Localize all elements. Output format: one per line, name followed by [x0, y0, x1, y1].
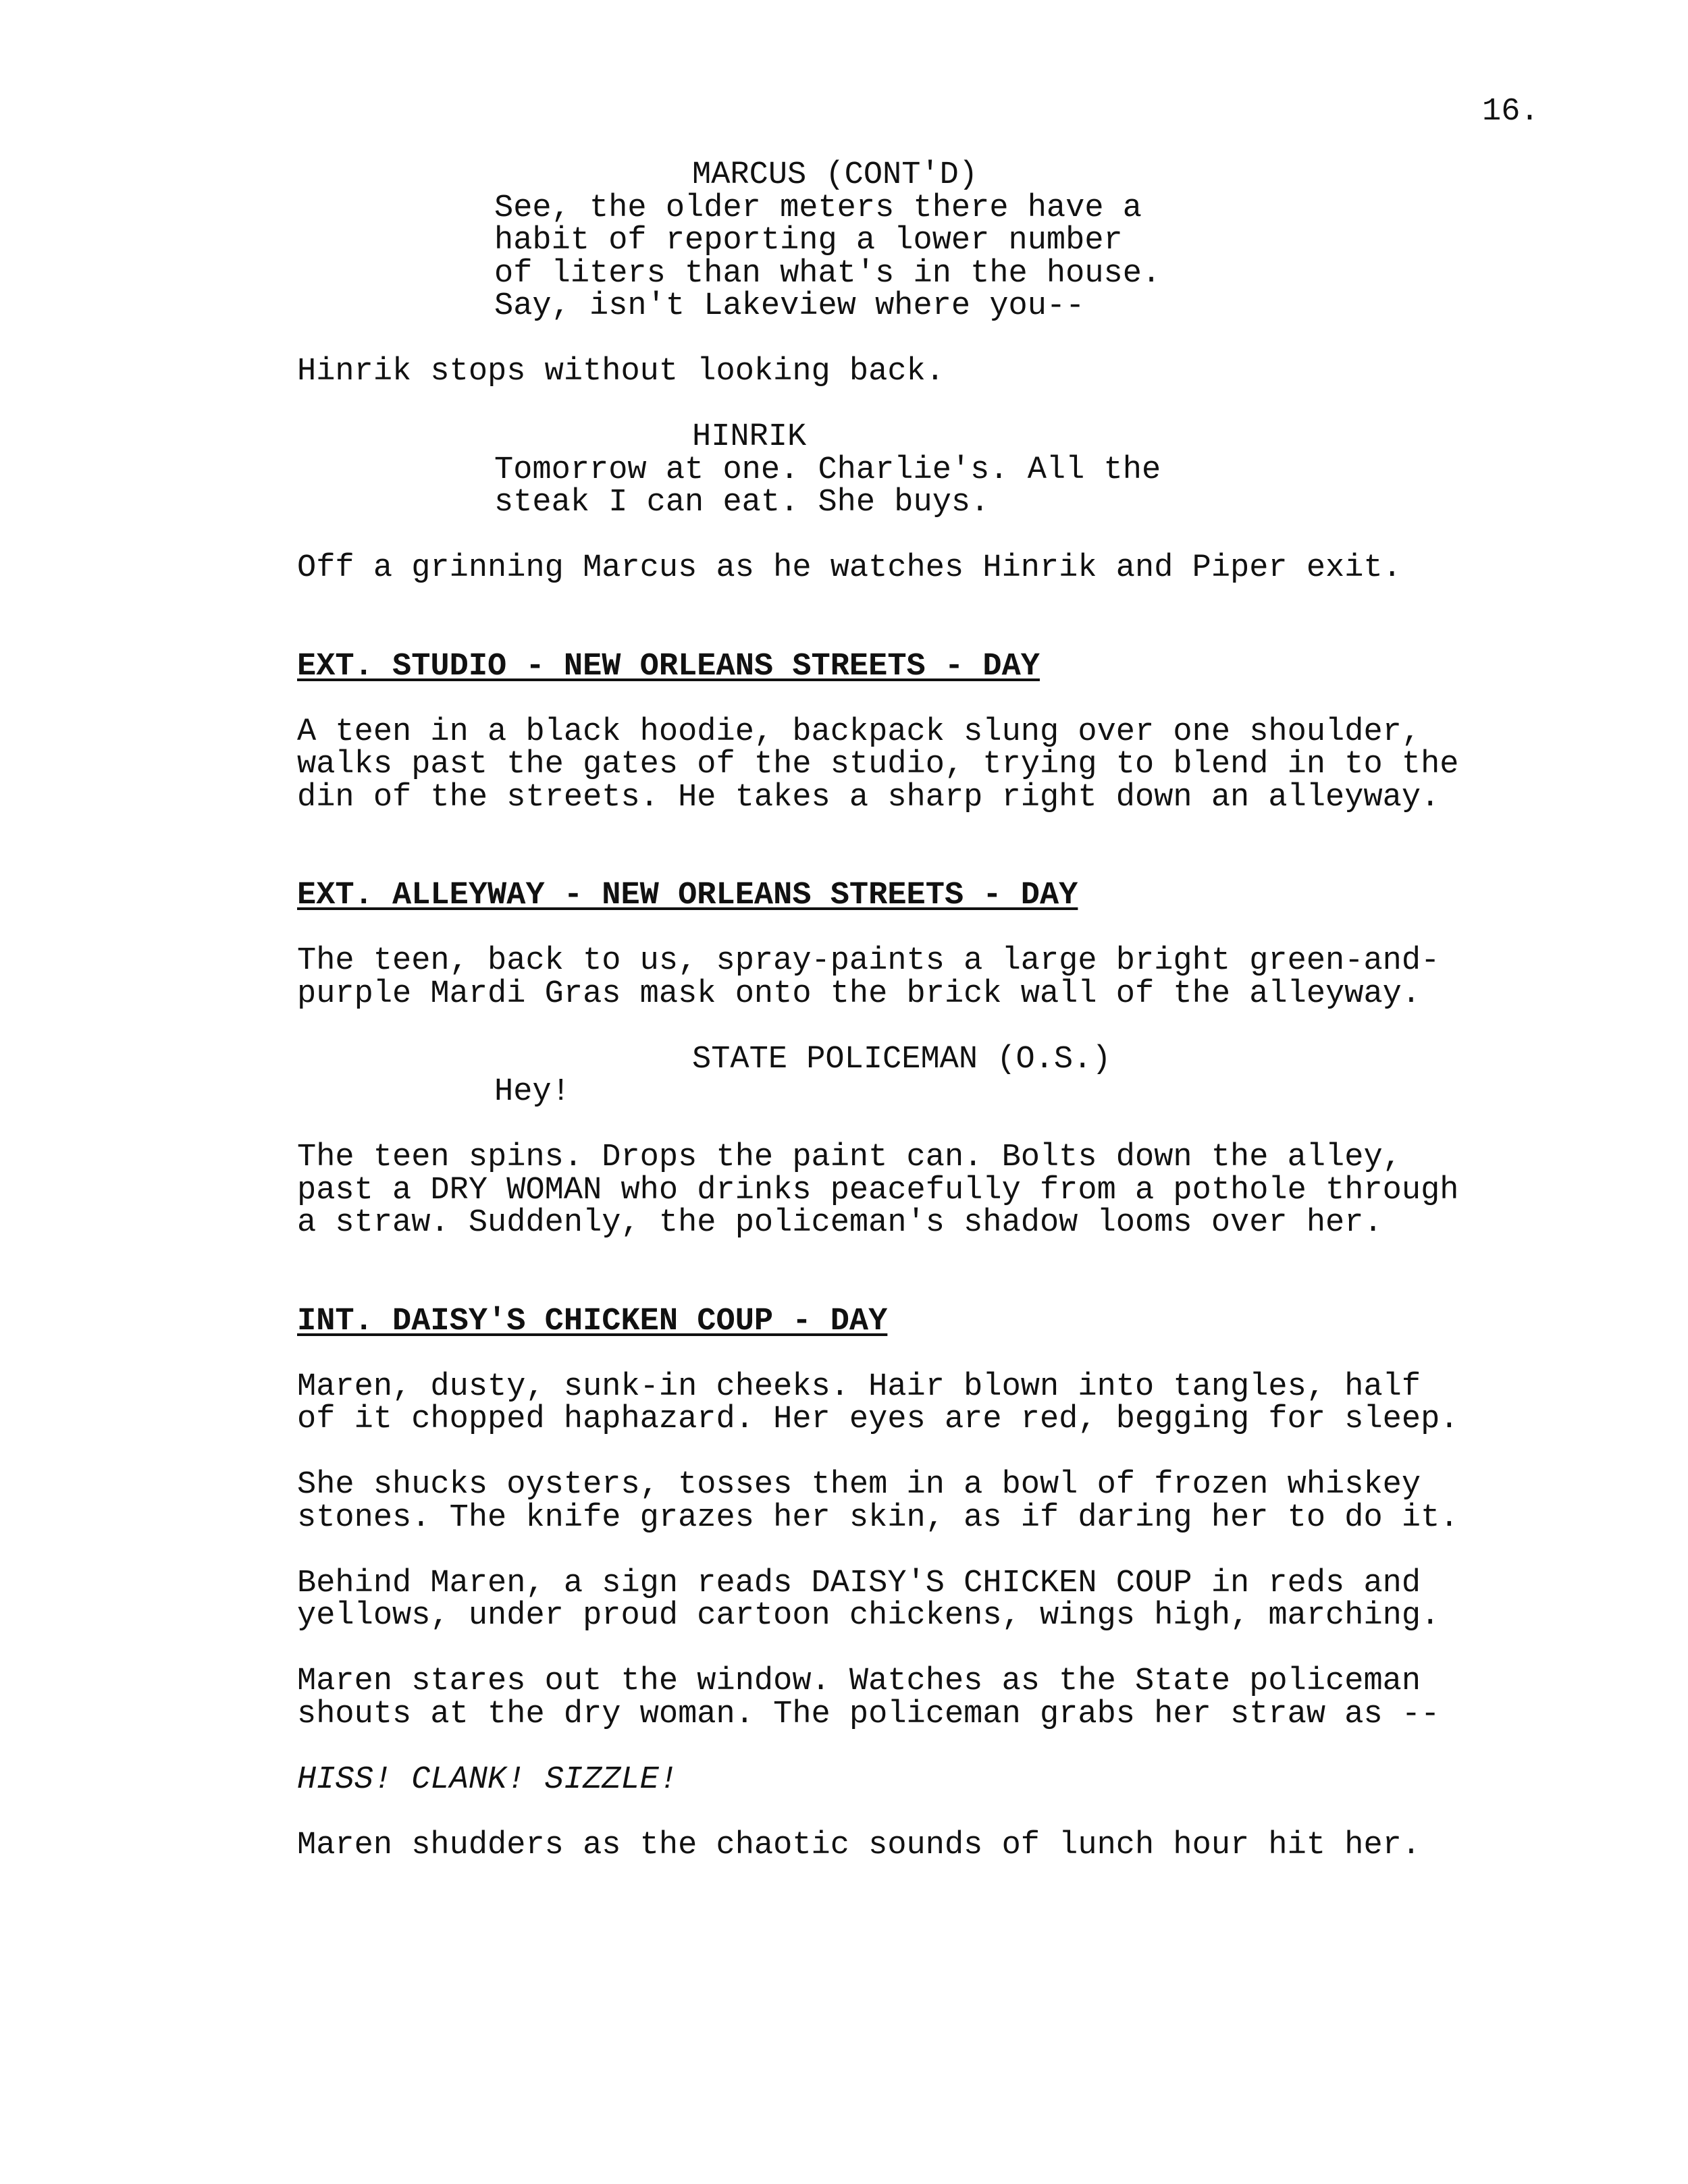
dialogue-line: of liters than what's in the house. — [494, 255, 1161, 292]
action-line: Maren stares out the window. Watches as the State policeman — [297, 1663, 1421, 1699]
sound-effect-line: HISS! CLANK! SIZZLE! — [297, 1761, 679, 1798]
action-block — [297, 1663, 1553, 1732]
dialogue-line: Say, isn't Lakeview where you-- — [494, 288, 1085, 324]
character-cue: HINRIK — [692, 419, 807, 455]
action-line: of it chopped haphazard. Her eyes are red, begging for sleep. — [297, 1402, 1459, 1437]
action-block — [297, 1469, 1553, 1535]
dialogue-line: Tomorrow at one. Charlie's. All the — [494, 452, 1161, 488]
dialogue-line: Hey! — [494, 1074, 571, 1110]
action-line: Hinrik stops without looking back. — [297, 354, 945, 390]
action-line: She shucks oysters, tosses them in a bowl of frozen whiskey — [297, 1467, 1421, 1503]
action-line: Off a grinning Marcus as he watches Hinrik and Piper exit. — [297, 550, 1402, 586]
action-line: Maren, dusty, sunk-in cheeks. Hair blown into tangles, half — [297, 1368, 1421, 1405]
scene-heading: EXT. STUDIO - NEW ORLEANS STREETS - DAY — [297, 648, 1040, 685]
action-line: stones. The knife grazes her skin, as if daring her to do it. — [297, 1499, 1459, 1536]
dialogue-line: steak I can eat. She buys. — [494, 485, 990, 521]
scene-heading: INT. DAISY'S CHICKEN COUP - DAY — [297, 1303, 888, 1339]
action-line: yellows, under proud cartoon chickens, wings high, marching. — [297, 1598, 1440, 1634]
action-line: past a DRY WOMAN who drinks peacefully from a pothole through — [297, 1172, 1459, 1208]
dialogue-block — [297, 192, 1553, 323]
action-line: Behind Maren, a sign reads DAISY'S CHICKEN COUP in reds and — [297, 1565, 1421, 1601]
action-block — [297, 1368, 1553, 1437]
dialogue-line: See, the older meters there have a — [494, 190, 1142, 226]
action-block — [297, 1565, 1553, 1634]
action-line: shouts at the dry woman. The policeman grabs her straw as -- — [297, 1696, 1440, 1732]
action-line: walks past the gates of the studio, trying to blend in to the — [297, 747, 1459, 782]
action-line: purple Mardi Gras mask onto the brick wall of the alleyway. — [297, 976, 1421, 1012]
character-cue: MARCUS (CONT'D) — [692, 157, 978, 193]
action-block — [297, 945, 1553, 1011]
action-block — [297, 716, 1553, 815]
action-line: A teen in a black hoodie, backpack slung over one shoulder, — [297, 714, 1421, 750]
action-line: The teen spins. Drops the paint can. Bolts down the alley, — [297, 1140, 1402, 1175]
scene-heading: EXT. ALLEYWAY - NEW ORLEANS STREETS - DAY — [297, 878, 1078, 913]
script-body — [297, 159, 1553, 1862]
action-line: Maren shudders as the chaotic sounds of lunch hour hit her. — [297, 1827, 1421, 1863]
action-block — [297, 1142, 1553, 1240]
page-number: 16. — [1482, 94, 1539, 130]
dialogue-line: habit of reporting a lower number — [494, 223, 1123, 259]
character-cue: STATE POLICEMAN (O.S.) — [692, 1041, 1111, 1077]
action-line: din of the streets. He takes a sharp right down an alleyway. — [297, 779, 1440, 816]
dialogue-block — [297, 454, 1553, 520]
action-line: The teen, back to us, spray-paints a large bright green-and- — [297, 943, 1440, 979]
action-line: a straw. Suddenly, the policeman's shadow looms over her. — [297, 1205, 1383, 1241]
